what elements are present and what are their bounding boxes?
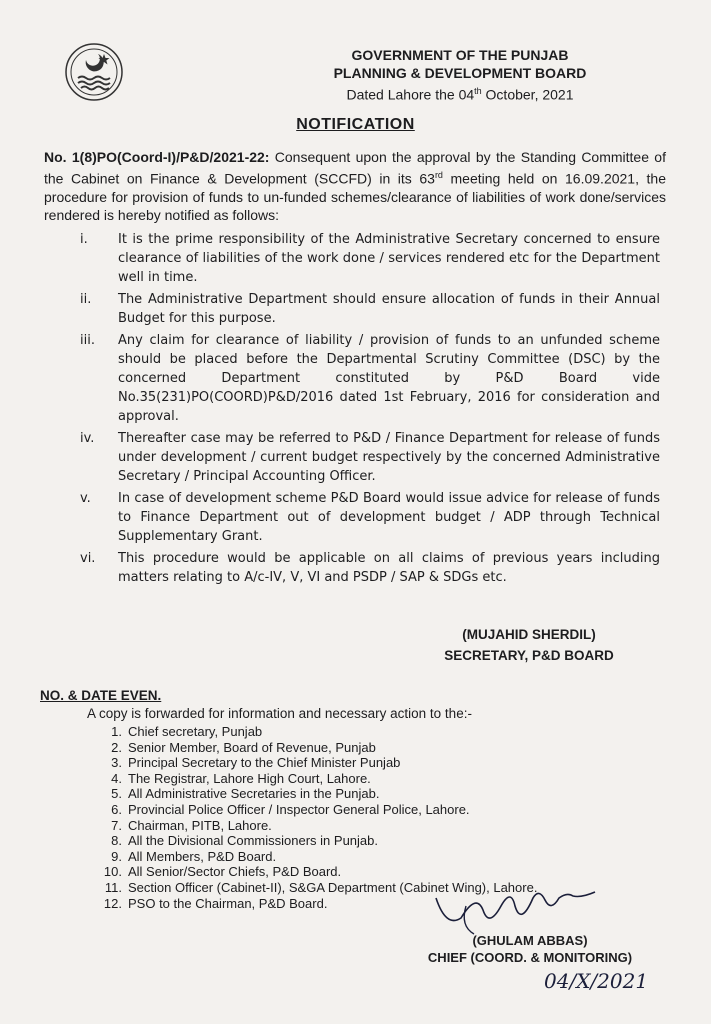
list-item: 1. Chief secretary, Punjab xyxy=(111,724,263,739)
list-item: 10. All Senior/Sector Chiefs, P&D Board. xyxy=(103,864,342,880)
letterhead xyxy=(300,46,620,104)
list-item: 8. All the Divisional Commissioners in Punjab. xyxy=(111,833,378,849)
list-item: ii. The Administrative Department should ensure allocation of funds in their Annual Budget for this purpose. xyxy=(80,292,660,326)
signatory-designation: CHIEF (COORD. & MONITORING) xyxy=(427,950,633,965)
handwritten-signature xyxy=(426,880,606,940)
signatory-name: (MUJAHID SHERDIL) xyxy=(462,627,596,642)
signatory-designation: SECRETARY, P&D BOARD xyxy=(444,648,614,663)
list-item: 9. All Members, P&D Board. xyxy=(111,848,277,864)
signatory-name: (GHULAM ABBAS) xyxy=(472,933,588,948)
forward-text: A copy is forwarded for information and necessary action to the:- xyxy=(87,706,472,721)
header-date: Dated Lahore the 04th October, 2021 xyxy=(346,86,574,103)
no-date-even: NO. & DATE EVEN. xyxy=(40,688,162,703)
punjab-government-emblem-icon xyxy=(64,42,124,102)
list-item: iv. Thereafter case may be referred to P&D / Finance Department for release of funds under development / current budget respectively by the concerned Administrative Secretary / Principal Accounting Officer. xyxy=(80,431,660,484)
chief-signature-block xyxy=(415,932,645,966)
list-item: i. It is the prime responsibility of the Administrative Secretary concerned to ensure clearance of liabilities of the work done / services rendered etc for the Department well in time. xyxy=(80,232,660,285)
document-title: NOTIFICATION xyxy=(296,116,415,133)
svg-text:04/X/2021: 04/X/2021 xyxy=(544,969,649,993)
list-item: 2. Senior Member, Board of Revenue, Punjab xyxy=(111,739,376,755)
header-government: GOVERNMENT OF THE PUNJAB xyxy=(351,47,569,63)
list-item: 7. Chairman, PITB, Lahore. xyxy=(111,817,272,833)
list-item: 6. Provincial Police Officer / Inspector General Police, Lahore. xyxy=(111,801,470,817)
procedure-list xyxy=(80,230,660,587)
list-item: 5. All Administrative Secretaries in the Punjab. xyxy=(111,786,380,802)
secretary-signature-block xyxy=(424,624,634,666)
reference-number: No. 1(8)PO(Coord-I)/P&D/2021-22: xyxy=(44,149,270,165)
list-item: 11. Section Officer (Cabinet-II), S&GA Department (Cabinet Wing), Lahore. xyxy=(104,879,538,895)
list-item: iii. Any claim for clearance of liability / provision of funds to an unfunded scheme should be placed before the Departmental Scrutiny Committee (DSC) by the concerned Department constituted by P&D Board vide No.35(231)PO(COORD)P&D/2016 dated 1st February, 2016 for consideration and approval. xyxy=(80,333,660,424)
list-item: 4. The Registrar, Lahore High Court, Lahore. xyxy=(111,770,371,786)
list-item: 12. PSO to the Chairman, P&D Board. xyxy=(103,895,328,911)
list-item: v. In case of development scheme P&D Board would issue advice for release of funds to Finance Department out of development budget / ADP through Technical Supplementary Grant. xyxy=(80,491,660,544)
handwritten-date xyxy=(540,962,650,998)
intro-paragraph: No. 1(8)PO(Coord-I)/P&D/2021-22: Consequent upon the approval by the Standing Committee of the Cabinet on Finance & Development (SCCFD) in its 63rd meeting held on 16.09.2021, the procedure for provision of funds to un-funded schemes/clearance of liabilities of work done/services rendered is hereby notified as follows: xyxy=(44,149,666,223)
list-item: vi. This procedure would be applicable on all claims of previous years including matters relating to A/c-IV, V, VI and PSDP / SAP & SDGs etc. xyxy=(80,551,660,585)
header-board: PLANNING & DEVELOPMENT BOARD xyxy=(333,65,587,81)
list-item: 3. Principal Secretary to the Chief Minister Punjab xyxy=(111,755,401,771)
